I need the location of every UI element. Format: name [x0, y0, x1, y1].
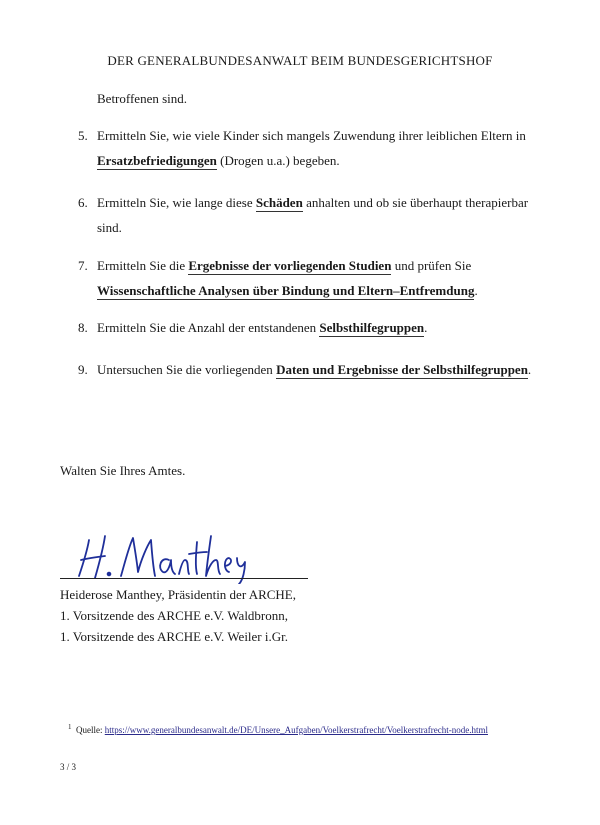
item-text-end: . [527, 362, 532, 377]
emphasis-term: Ergebnisse der vorliegenden Studien [188, 258, 392, 273]
item-number: 7. [78, 258, 88, 273]
item-text-end: . [424, 320, 428, 335]
item-text: Ermitteln Sie, wie lange diese [97, 195, 256, 210]
closing-text: Walten Sie Ihres Amtes. [60, 463, 186, 478]
item-text: Ermitteln Sie die Anzahl der entstandenen [97, 320, 320, 335]
footnote [68, 723, 488, 735]
emphasis-term: Ersatzbefriedigungen [97, 153, 217, 168]
footnote-link[interactable]: https://www.generalbundesanwalt.de/DE/Unsere_Aufgaben/Voelkerstrafrecht/Voelkerstrafrecht-node.html [104, 725, 488, 735]
item-text: Untersuchen Sie die vorliegenden [97, 362, 277, 377]
item-number: 6. [78, 195, 88, 210]
emphasis-term: Daten und Ergebnisse der Selbsthilfegruppen [276, 362, 528, 377]
list-item-7 [78, 253, 538, 303]
item-text: Ermitteln Sie, wie viele Kinder sich mangels Zuwendung ihrer leiblichen Eltern in [97, 128, 526, 143]
signer-block [60, 584, 296, 647]
item-text-end: anhalten und ob sie überhaupt therapierbar sind. [97, 195, 529, 235]
emphasis-term: Schäden [255, 195, 303, 210]
item-text: Ermitteln Sie die [97, 258, 189, 273]
continuation-text: Betroffenen sind. [97, 91, 188, 106]
emphasis-term-2: Wissenschaftliche Analysen über Bindung und Eltern–Entfremdung [97, 283, 475, 298]
handwritten-signature [75, 532, 265, 584]
item-text-end: . [474, 283, 478, 298]
list-item-6 [78, 190, 538, 240]
emphasis-term: Selbsthilfegruppen [319, 320, 425, 335]
item-text-end: (Drogen u.a.) begeben. [216, 153, 340, 168]
signer-line-1: Heiderose Manthey, Präsidentin der ARCHE, [60, 587, 296, 602]
list-item-8 [78, 315, 538, 340]
list-item-9 [78, 357, 538, 382]
item-text-mid: und prüfen Sie [391, 258, 472, 273]
page-number: 3 / 3 [60, 762, 77, 772]
signature-line [60, 578, 308, 579]
list-item-5 [78, 123, 538, 173]
footnote-mark: 1 [68, 723, 72, 731]
document-header: DER GENERALBUNDESANWALT BEIM BUNDESGERICHTSHOF [107, 53, 493, 68]
item-number: 8. [78, 320, 88, 335]
item-number: 5. [78, 128, 88, 143]
footnote-label: Quelle: [76, 725, 105, 735]
signer-line-3: 1. Vorsitzende des ARCHE e.V. Weiler i.Gr. [60, 629, 289, 644]
signer-line-2: 1. Vorsitzende des ARCHE e.V. Waldbronn, [60, 608, 289, 623]
item-number: 9. [78, 362, 88, 377]
